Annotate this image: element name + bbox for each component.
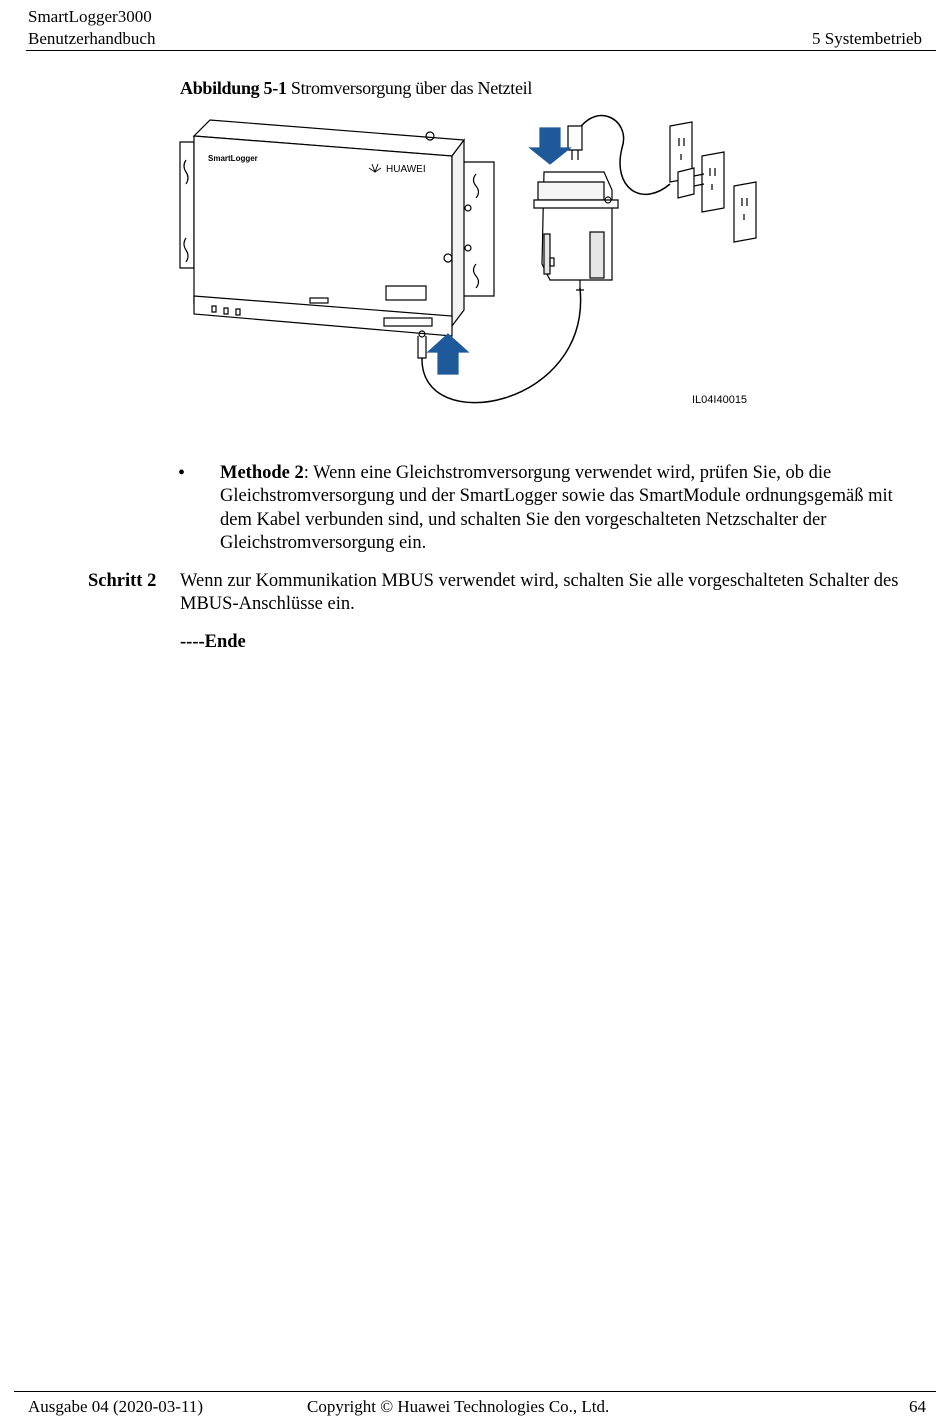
- power-supply-illustration: [172, 108, 772, 418]
- step-2-description: Wenn zur Kommunikation MBUS verwendet wird, schalten Sie alle vorgeschalteten Schalter des MBUS-Anschlüsse ein.: [180, 571, 899, 615]
- footer-divider: [14, 1391, 936, 1392]
- header-product-name: SmartLogger3000: [28, 7, 152, 26]
- page-header-left: [28, 6, 155, 50]
- footer-copyright: Copyright © Huawei Technologies Co., Ltd.: [307, 1397, 610, 1416]
- step-label: Schritt 2: [88, 571, 157, 591]
- figure-image-code: IL04I40015: [692, 394, 748, 406]
- vendor-logo-text: HUAWEI: [386, 164, 426, 175]
- footer-page-number: 64: [909, 1397, 926, 1416]
- header-chapter-title: 5 Systembetrieb: [811, 29, 922, 48]
- header-divider: [26, 50, 936, 51]
- figure-caption: [180, 77, 532, 99]
- method-2-description: : Wenn eine Gleichstromversorgung verwendet wird, prüfen Sie, ob die Gleichstromversorgung und der SmartLogger sowie das SmartModule ordnungsgemäß mit dem Kabel verbunden sind, und schalten Sie den vorgeschalteten Netzschalter der Gleichstromversorgung ein.: [220, 463, 893, 553]
- bullet-marker: •: [178, 462, 186, 484]
- method-2-term: Methode 2: [220, 463, 304, 483]
- plug-in-down-arrow-icon: [530, 128, 570, 164]
- footer-issue: Ausgabe 04 (2020-03-11): [28, 1397, 203, 1416]
- figure-caption-label: Abbildung 5-1: [180, 78, 287, 98]
- header-document-name: Benutzerhandbuch: [28, 29, 156, 48]
- device-brand-label: SmartLogger: [208, 154, 258, 163]
- plug-in-up-arrow-icon: [428, 334, 468, 374]
- method-2-paragraph: [220, 462, 925, 555]
- figure-caption-text: Stromversorgung über das Netzteil: [290, 78, 533, 98]
- end-marker: ----Ende: [180, 632, 246, 652]
